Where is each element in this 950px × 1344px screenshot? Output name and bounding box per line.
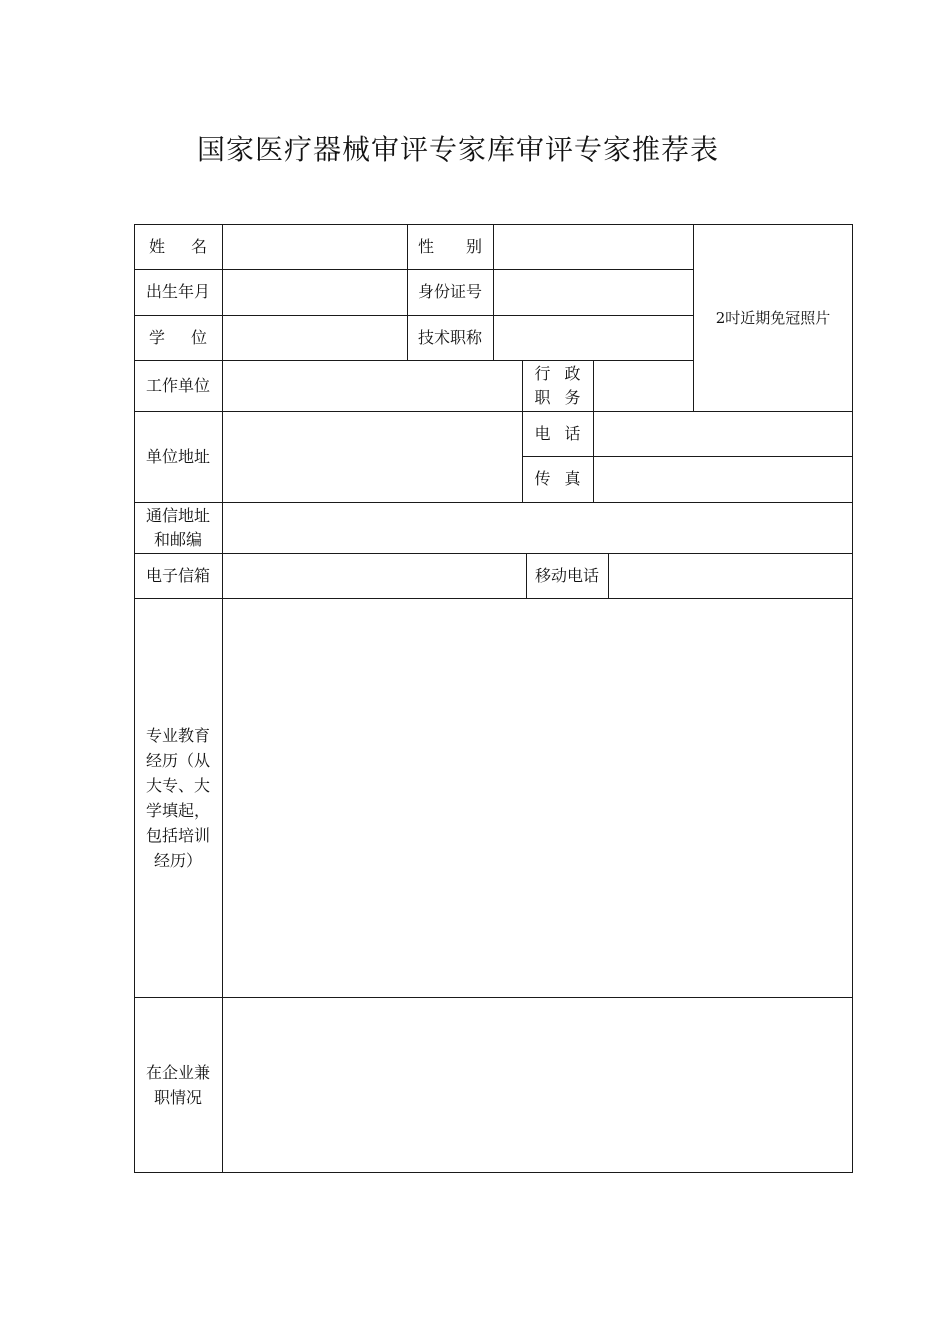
unit-address-field[interactable] xyxy=(222,411,522,502)
recommendation-form xyxy=(134,224,853,1173)
photo-box[interactable] xyxy=(693,224,853,411)
tech-title-label: 技术职称 xyxy=(417,327,482,347)
email-field[interactable] xyxy=(222,553,526,598)
education-field[interactable] xyxy=(222,598,853,997)
unit-address-label: 单位地址 xyxy=(145,446,210,466)
admin-post-field[interactable] xyxy=(593,360,693,411)
grid-line xyxy=(134,269,693,270)
grid-line xyxy=(407,224,408,360)
degree-field[interactable] xyxy=(222,315,407,360)
fax-label: 传 真 xyxy=(534,469,581,488)
birth-field[interactable] xyxy=(222,269,407,315)
grid-line xyxy=(134,553,853,554)
grid-line xyxy=(134,598,853,599)
grid-line xyxy=(526,553,527,598)
mail-address-field[interactable] xyxy=(222,502,853,553)
grid-line xyxy=(693,224,694,411)
mobile-label: 移动电话 xyxy=(534,565,599,585)
id-number-field[interactable] xyxy=(493,269,693,315)
fax-field[interactable] xyxy=(593,456,853,502)
email-label: 电子信箱 xyxy=(145,565,210,585)
grid-line xyxy=(134,502,853,503)
grid-line xyxy=(608,553,609,598)
gender-field[interactable] xyxy=(493,224,693,269)
name-field[interactable] xyxy=(222,224,407,269)
degree-label: 学 位 xyxy=(149,327,207,347)
name-label: 姓 名 xyxy=(149,236,207,256)
grid-line xyxy=(522,360,523,502)
mail-address-label: 通信地址和邮编 xyxy=(145,505,210,549)
tech-title-field[interactable] xyxy=(493,315,693,360)
grid-line xyxy=(593,360,594,502)
birth-label: 出生年月 xyxy=(145,282,210,301)
page-title: 国家医疗器械审评专家库审评专家推荐表 xyxy=(196,133,719,166)
phone-field[interactable] xyxy=(593,411,853,456)
grid-line xyxy=(522,456,853,457)
education-label: 专业教育经历（从大专、大学填起，包括培训经历） xyxy=(145,725,210,870)
grid-line xyxy=(134,315,693,316)
admin-post-label: 行 政 职 务 xyxy=(534,363,581,407)
gender-label: 性 别 xyxy=(418,236,482,256)
phone-label: 电 话 xyxy=(534,423,581,443)
grid-line xyxy=(134,360,693,361)
grid-line xyxy=(493,224,494,360)
grid-line xyxy=(134,997,853,998)
grid-line xyxy=(222,224,223,1173)
id-number-label: 身份证号 xyxy=(417,282,482,301)
mobile-field[interactable] xyxy=(608,553,853,598)
photo-label: 2吋近期免冠照片 xyxy=(715,308,831,327)
grid-line xyxy=(134,411,853,412)
work-unit-field[interactable] xyxy=(222,360,522,411)
concurrent-post-field[interactable] xyxy=(222,997,853,1173)
work-unit-label: 工作单位 xyxy=(145,375,210,395)
concurrent-post-label: 在企业兼职情况 xyxy=(145,1063,210,1107)
